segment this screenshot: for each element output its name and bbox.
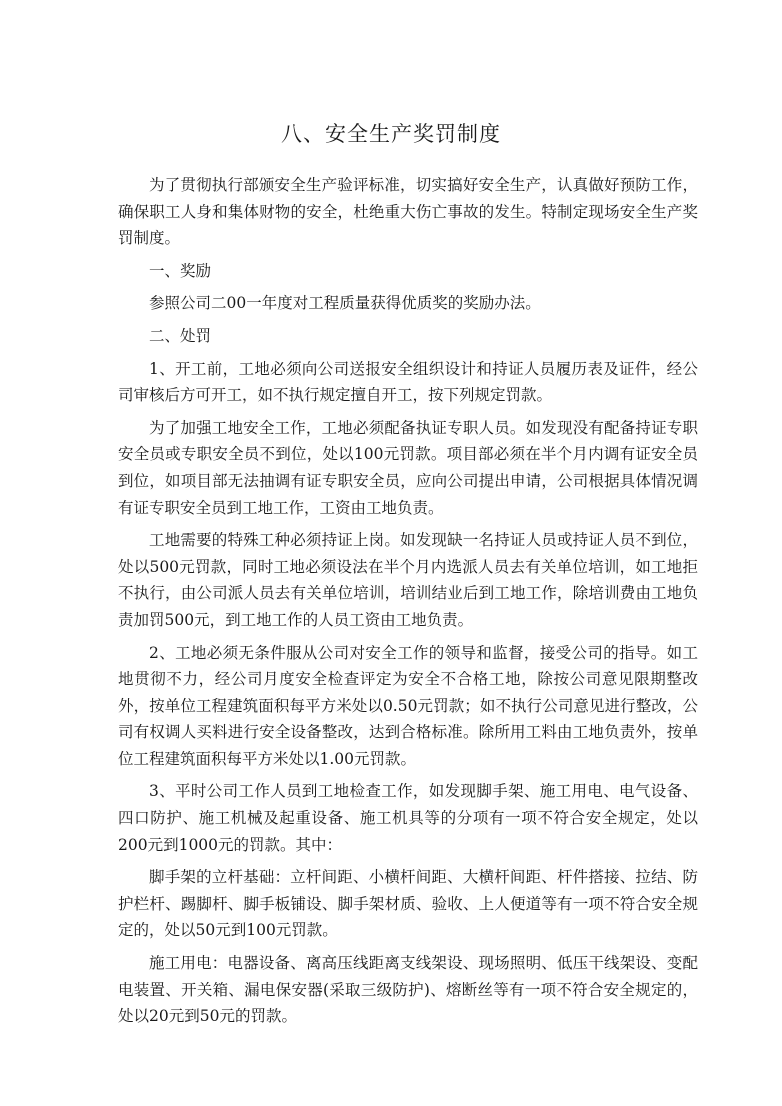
document-title: 八、安全生产奖罚制度 [281,122,501,146]
section-heading-reward: 一、奖励 [149,261,212,280]
penalty-item-1: 1、开工前，工地必须向公司送报安全组织设计和持证人员履历表及证件，经公司审核后方可开工，如不执行规定擅自开工，按下列规定罚款。 [118,359,698,405]
document-body [118,172,698,1036]
penalty-item-3: 3、平时公司工作人员到工地检查工作，如发现脚手架、施工用电、电气设备、四口防护、施工机械及起重设备、施工机具等的分项有一项不符合安全规定，处以200元到1000元的罚款。其中： [118,782,698,854]
penalty-item-1-safety-staff: 为了加强工地安全工作，工地必须配备执证专职人员。如发现没有配备持证专职安全员或专职安全员不到位，处以100元罚款。项目部必须在半个月内调有证安全员到位，如项目部无法抽调有证专职安全员，应向公司提出申请，公司根据具体情况调有证专职安全员到工地工作，工资由工地负责。 [118,418,698,517]
penalty-item-3-scaffolding: 脚手架的立杆基础：立杆间距、小横杆间距、大横杆间距、杆件搭接、拉结、防护栏杆、踢脚杆、脚手板铺设、脚手架材质、验收、上人便道等有一项不符合安全规定的，处以50元到100元罚款。 [118,868,698,940]
section-heading-penalty: 二、处罚 [149,326,212,345]
penalty-item-3-electricity: 施工用电：电器设备、离高压线距离支线架设、现场照明、低压干线架设、变配电装置、开关箱、漏电保安器(采取三级防护)、熔断丝等有一项不符合安全规定的，处以20元到50元的罚款。 [118,954,698,1026]
penalty-item-2: 2、工地必须无条件服从公司对安全工作的领导和监督，接受公司的指导。如工地贯彻不力，经公司月度安全检查评定为安全不合格工地，除按公司意见限期整改外，按单位工程建筑面积每平方米处以0.50元罚款；如不执行公司意见进行整改，公司有权调人买料进行安全设备整改，达到合格标准。除所用工料由工地负责外，按单位工程建筑面积每平方米处以1.00元罚款。 [118,643,698,768]
penalty-item-1-special-workers: 工地需要的特殊工种必须持证上岗。如发现缺一名持证人员或持证人员不到位，处以500元罚款，同时工地必须设法在半个月内选派人员去有关单位培训，如工地拒不执行，由公司派人员去有关单位培训，培训结业后到工地工作，除培训费由工地负责加罚500元，到工地工作的人员工资由工地负责。 [118,531,698,629]
reward-paragraph: 参照公司二00一年度对工程质量获得优质奖的奖励办法。 [149,294,541,313]
intro-paragraph: 为了贯彻执行部颁安全生产验评标准，切实搞好安全生产，认真做好预防工作，确保职工人身和集体财物的安全，杜绝重大伤亡事故的发生。特制定现场安全生产奖罚制度。 [118,176,698,248]
